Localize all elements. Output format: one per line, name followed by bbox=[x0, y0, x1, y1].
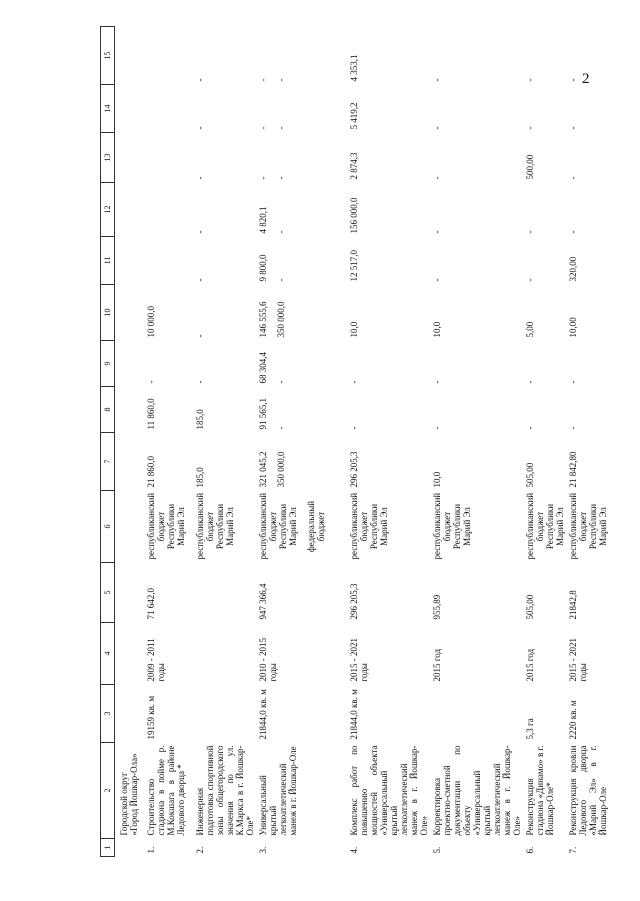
cell-value-secondary: 350 000,0 bbox=[276, 301, 286, 338]
cell-c8 bbox=[522, 387, 565, 433]
cell-c8 bbox=[192, 387, 255, 433]
cell-capacity bbox=[346, 685, 429, 743]
cell-c11 bbox=[429, 237, 522, 285]
cell-value: 2015 год bbox=[432, 648, 442, 682]
cell-c12 bbox=[565, 183, 618, 237]
cell-name bbox=[522, 743, 565, 839]
cell-value: - bbox=[432, 126, 442, 130]
cell-value-secondary: - bbox=[276, 426, 286, 430]
column-header-13: 13 bbox=[101, 133, 115, 183]
cell-value: республиканский бюджет Республики Марий Эл bbox=[146, 492, 186, 560]
cell-value: 10 000,0 bbox=[146, 306, 156, 338]
cell-c8 bbox=[565, 387, 618, 433]
cell-name bbox=[192, 743, 255, 839]
cell-c12 bbox=[429, 183, 522, 237]
cell-cost bbox=[522, 563, 565, 623]
cell-value: - bbox=[432, 278, 442, 282]
cell-capacity bbox=[429, 685, 522, 743]
cell-period bbox=[565, 623, 618, 685]
cell-capacity bbox=[522, 685, 565, 743]
column-header-1: 1 bbox=[101, 839, 115, 857]
cell-source bbox=[255, 491, 346, 563]
cell-c12 bbox=[346, 183, 429, 237]
cell-c14 bbox=[522, 85, 565, 133]
cell-value: 185,0 bbox=[195, 467, 205, 488]
cell-value: республиканский бюджет Республики Марий Эл bbox=[258, 492, 298, 560]
cell-c15 bbox=[255, 27, 346, 85]
cell-value: 6. bbox=[525, 846, 535, 854]
cell-value-secondary: - bbox=[276, 176, 286, 180]
cell-name bbox=[346, 743, 429, 839]
cell-value: - bbox=[432, 230, 442, 234]
cell-value: 21844,0 кв. м bbox=[349, 689, 359, 740]
cell-value: - bbox=[349, 426, 359, 430]
cell-period bbox=[346, 623, 429, 685]
cell-value: Строительство стадиона в пойме р. М.Кокшага в районе Ледового дворца * bbox=[146, 745, 186, 836]
cell-c10 bbox=[522, 285, 565, 341]
cell-value: 2 874,3 bbox=[349, 152, 359, 180]
cell-value: - bbox=[568, 426, 578, 430]
cell-c7 bbox=[346, 433, 429, 491]
cell-value: - bbox=[195, 78, 205, 82]
cell-c7 bbox=[255, 433, 346, 491]
cell-c8 bbox=[255, 387, 346, 433]
cell-c11 bbox=[346, 237, 429, 285]
cell-value: - bbox=[195, 334, 205, 338]
cell-capacity bbox=[565, 685, 618, 743]
table-row bbox=[255, 27, 346, 857]
cell-c8 bbox=[143, 387, 192, 433]
cell-value: 21 842,80 bbox=[568, 451, 578, 488]
table-row bbox=[346, 27, 429, 857]
cell-value: - bbox=[349, 380, 359, 384]
cell-c12 bbox=[255, 183, 346, 237]
cell-value: 321 045,2 bbox=[258, 451, 268, 488]
cell-value: 5,00 bbox=[525, 321, 535, 338]
cell-period bbox=[429, 623, 522, 685]
cell-no bbox=[565, 839, 618, 857]
cell-c13 bbox=[522, 133, 565, 183]
cell-no bbox=[429, 839, 522, 857]
cell-value: 71 642,0 bbox=[146, 588, 156, 620]
cell-c10 bbox=[143, 285, 192, 341]
cell-value: - bbox=[432, 426, 442, 430]
cell-value: - bbox=[195, 230, 205, 234]
cell-c12 bbox=[522, 183, 565, 237]
cell-value: - bbox=[195, 176, 205, 180]
column-header-7: 7 bbox=[101, 433, 115, 491]
cell-source bbox=[192, 491, 255, 563]
cell-value: - bbox=[525, 380, 535, 384]
cell-value: - bbox=[525, 126, 535, 130]
cell-value: 11 860,0 bbox=[146, 398, 156, 430]
cell-cost bbox=[429, 563, 522, 623]
cell-value: - bbox=[258, 176, 268, 180]
cell-value: 2015 - 2021 годы bbox=[349, 638, 369, 682]
cell-value: 2010 - 2015 годы bbox=[258, 638, 278, 682]
cell-no bbox=[346, 839, 429, 857]
cell-c11 bbox=[255, 237, 346, 285]
cell-cost bbox=[143, 563, 192, 623]
cell-value: Реконструкция стадиона «Динамо» в г. Йошкар-Оле* bbox=[525, 745, 555, 836]
column-header-12: 12 bbox=[101, 183, 115, 237]
cell-value: 5,3 га bbox=[525, 718, 535, 740]
cell-value: 12 517,0 bbox=[349, 250, 359, 282]
column-header-10: 10 bbox=[101, 285, 115, 341]
cell-c10 bbox=[192, 285, 255, 341]
cell-value: 10,0 bbox=[432, 321, 442, 338]
cell-c11 bbox=[522, 237, 565, 285]
cell-c10 bbox=[429, 285, 522, 341]
cell-value: - bbox=[195, 380, 205, 384]
cell-name bbox=[143, 743, 192, 839]
cell-value: 10,0 bbox=[432, 471, 442, 488]
cell-no bbox=[255, 839, 346, 857]
cell-value: Инженерная подготовка спортивной зоны общегородского значения по ул. К.Маркса в г. Йошкар-Оле* bbox=[195, 745, 255, 836]
cell-value: 4. bbox=[349, 846, 359, 854]
section-row bbox=[115, 27, 144, 857]
cell-value: 156 000,0 bbox=[349, 197, 359, 234]
table-row bbox=[429, 27, 522, 857]
cell-capacity bbox=[255, 685, 346, 743]
cell-value: Реконструкция кровли Ледового дворца «Марий Эл» в г. Йошкар-Оле bbox=[568, 745, 608, 836]
cell-value: - bbox=[568, 176, 578, 180]
cell-c12 bbox=[192, 183, 255, 237]
cell-no bbox=[522, 839, 565, 857]
cell-value: республиканский бюджет Республики Марий Эл bbox=[432, 492, 472, 560]
cell-value-secondary: - bbox=[276, 230, 286, 234]
cell-c14 bbox=[429, 85, 522, 133]
cell-value: - bbox=[568, 380, 578, 384]
column-header-11: 11 bbox=[101, 237, 115, 285]
cell-value: 1. bbox=[146, 846, 156, 854]
cell-c9 bbox=[429, 341, 522, 387]
cell-value: республиканский бюджет Республики Марий Эл bbox=[568, 492, 608, 560]
column-header-15: 15 bbox=[101, 27, 115, 85]
cell-no bbox=[143, 839, 192, 857]
cell-value: - bbox=[525, 278, 535, 282]
cell-value: 10,00 bbox=[568, 317, 578, 338]
column-header-8: 8 bbox=[101, 387, 115, 433]
cell-source bbox=[143, 491, 192, 563]
table-row bbox=[143, 27, 192, 857]
cell-value: 21842,8 bbox=[568, 590, 578, 620]
cell-c7 bbox=[192, 433, 255, 491]
cell-value: Комплекс работ по повышению мощностей объекта «Универсальный крытый легкоатлетический манеж в г. Йошкар-Оле» bbox=[349, 745, 429, 836]
cell-c9 bbox=[522, 341, 565, 387]
cell-value-secondary: 350 000,0 bbox=[276, 451, 286, 488]
cell-value: - bbox=[432, 78, 442, 82]
cell-c9 bbox=[255, 341, 346, 387]
cell-c10 bbox=[565, 285, 618, 341]
cell-name bbox=[429, 743, 522, 839]
cell-value: - bbox=[568, 78, 578, 82]
cell-c13 bbox=[429, 133, 522, 183]
cell-c9 bbox=[192, 341, 255, 387]
cell-c13 bbox=[346, 133, 429, 183]
cell-c15 bbox=[522, 27, 565, 85]
column-header-14: 14 bbox=[101, 85, 115, 133]
cell-value: 505,00 bbox=[525, 462, 535, 488]
cell-value-secondary: - bbox=[276, 126, 286, 130]
cell-value-secondary: - bbox=[276, 380, 286, 384]
cell-value: 4 820,1 bbox=[258, 206, 268, 234]
cell-value: 296 205,3 bbox=[349, 451, 359, 488]
cell-value: 7. bbox=[568, 846, 578, 854]
cell-value: республиканский бюджет Республики Марий Эл bbox=[195, 492, 235, 560]
cell-value: - bbox=[432, 176, 442, 180]
cell-value: 5 419,2 bbox=[349, 102, 359, 130]
cell-cost bbox=[346, 563, 429, 623]
cell-value-secondary: - bbox=[276, 78, 286, 82]
cell-source bbox=[346, 491, 429, 563]
cell-value: 500,00 bbox=[525, 154, 535, 180]
cell-value: Корректировка проектно-сметной документации по объекту «Универсальный крытый легкоатлетический манеж в г. Йошкар-Оле» bbox=[432, 745, 522, 836]
cell-value: 2015 - 2021 годы bbox=[568, 638, 588, 682]
cell-source bbox=[522, 491, 565, 563]
column-header-9: 9 bbox=[101, 341, 115, 387]
cell-value: 21 860,0 bbox=[146, 456, 156, 488]
cell-value: 19159 кв. м bbox=[146, 695, 156, 740]
cell-period bbox=[143, 623, 192, 685]
header-row bbox=[101, 27, 115, 857]
cell-c10 bbox=[255, 285, 346, 341]
cell-value: - bbox=[258, 126, 268, 130]
cell-c14 bbox=[255, 85, 346, 133]
column-header-6: 6 bbox=[101, 491, 115, 563]
cell-capacity bbox=[192, 685, 255, 743]
cell-c14 bbox=[565, 85, 618, 133]
cell-value: 505,00 bbox=[525, 594, 535, 620]
cell-no bbox=[192, 839, 255, 857]
cell-value: 320,00 bbox=[568, 256, 578, 282]
cell-value: 9 800,0 bbox=[258, 254, 268, 282]
cell-c9 bbox=[143, 341, 192, 387]
cell-c7 bbox=[522, 433, 565, 491]
cell-cost bbox=[255, 563, 346, 623]
cell-source bbox=[429, 491, 522, 563]
table-row bbox=[522, 27, 565, 857]
cell-value: - bbox=[195, 278, 205, 282]
section-title: Городской округ «Город Йошкар-Ола» bbox=[119, 753, 139, 836]
cell-name bbox=[565, 743, 618, 839]
cell-c7 bbox=[143, 433, 192, 491]
cell-c11 bbox=[192, 237, 255, 285]
cell-c15 bbox=[565, 27, 618, 85]
cell-c14 bbox=[346, 85, 429, 133]
cell-c13 bbox=[565, 133, 618, 183]
cell-value: республиканский бюджет Республики Марий Эл bbox=[525, 492, 565, 560]
cell-value: - bbox=[525, 230, 535, 234]
cell-value: 91 565,1 bbox=[258, 398, 268, 430]
cell-value: 2220 кв. м bbox=[568, 700, 578, 740]
cell-value: 3. bbox=[258, 846, 268, 854]
cell-value: - bbox=[568, 230, 578, 234]
cell-c15 bbox=[192, 27, 255, 85]
cell-value: - bbox=[195, 126, 205, 130]
cell-c13 bbox=[255, 133, 346, 183]
table-row bbox=[565, 27, 618, 857]
cell-value: 5. bbox=[432, 846, 442, 854]
cell-capacity bbox=[143, 685, 192, 743]
cell-c15 bbox=[143, 27, 192, 85]
cell-c9 bbox=[565, 341, 618, 387]
cell-value: 21844,0 кв. м bbox=[258, 689, 268, 740]
cell-c14 bbox=[143, 85, 192, 133]
cell-value: республиканский бюджет Республики Марий Эл bbox=[349, 492, 389, 560]
cell-value: 4 353,1 bbox=[349, 54, 359, 82]
cell-c13 bbox=[143, 133, 192, 183]
rotated-table-container bbox=[100, 27, 608, 857]
cell-value: 2009 - 2011 годы bbox=[146, 638, 166, 682]
cell-c12 bbox=[143, 183, 192, 237]
cell-source bbox=[565, 491, 618, 563]
cell-period bbox=[255, 623, 346, 685]
column-header-4: 4 bbox=[101, 623, 115, 685]
cell-c8 bbox=[429, 387, 522, 433]
column-header-3: 3 bbox=[101, 685, 115, 743]
cell-c14 bbox=[192, 85, 255, 133]
column-header-2: 2 bbox=[101, 743, 115, 839]
table-row bbox=[192, 27, 255, 857]
page-number: 2 bbox=[582, 71, 590, 87]
column-header-5: 5 bbox=[101, 563, 115, 623]
cell-name bbox=[255, 743, 346, 839]
cell-c7 bbox=[429, 433, 522, 491]
cell-c15 bbox=[346, 27, 429, 85]
cell-value: 10,0 bbox=[349, 321, 359, 338]
cell-value-secondary: федеральный бюджет bbox=[306, 500, 326, 553]
cell-c9 bbox=[346, 341, 429, 387]
cell-value: - bbox=[525, 426, 535, 430]
cell-c15 bbox=[429, 27, 522, 85]
cell-value: 146 555,6 bbox=[258, 301, 268, 338]
cell-value: - bbox=[568, 126, 578, 130]
cell-c10 bbox=[346, 285, 429, 341]
cell-c11 bbox=[143, 237, 192, 285]
cell-value: 955,89 bbox=[432, 594, 442, 620]
cell-value: 2015 год bbox=[525, 648, 535, 682]
cell-value: - bbox=[258, 78, 268, 82]
cell-period bbox=[192, 623, 255, 685]
cell-value: 185,0 bbox=[195, 409, 205, 430]
cell-value: 68 304,4 bbox=[258, 352, 268, 384]
cell-c11 bbox=[565, 237, 618, 285]
cell-value: - bbox=[525, 78, 535, 82]
cell-value: - bbox=[432, 380, 442, 384]
cell-value: Универсальный крытый легкоатлетический манеж в г. Йошкар-Оле bbox=[258, 746, 298, 836]
cell-cost bbox=[192, 563, 255, 623]
cell-c7 bbox=[565, 433, 618, 491]
cell-value-secondary: - bbox=[276, 278, 286, 282]
cell-value: 947 366,4 bbox=[258, 583, 268, 620]
cell-c8 bbox=[346, 387, 429, 433]
cell-value: - bbox=[146, 380, 156, 384]
cell-value: 2. bbox=[195, 846, 205, 854]
cell-period bbox=[522, 623, 565, 685]
cell-value: 296 205,3 bbox=[349, 583, 359, 620]
cell-cost bbox=[565, 563, 618, 623]
cell-c13 bbox=[192, 133, 255, 183]
investment-table bbox=[100, 26, 618, 857]
